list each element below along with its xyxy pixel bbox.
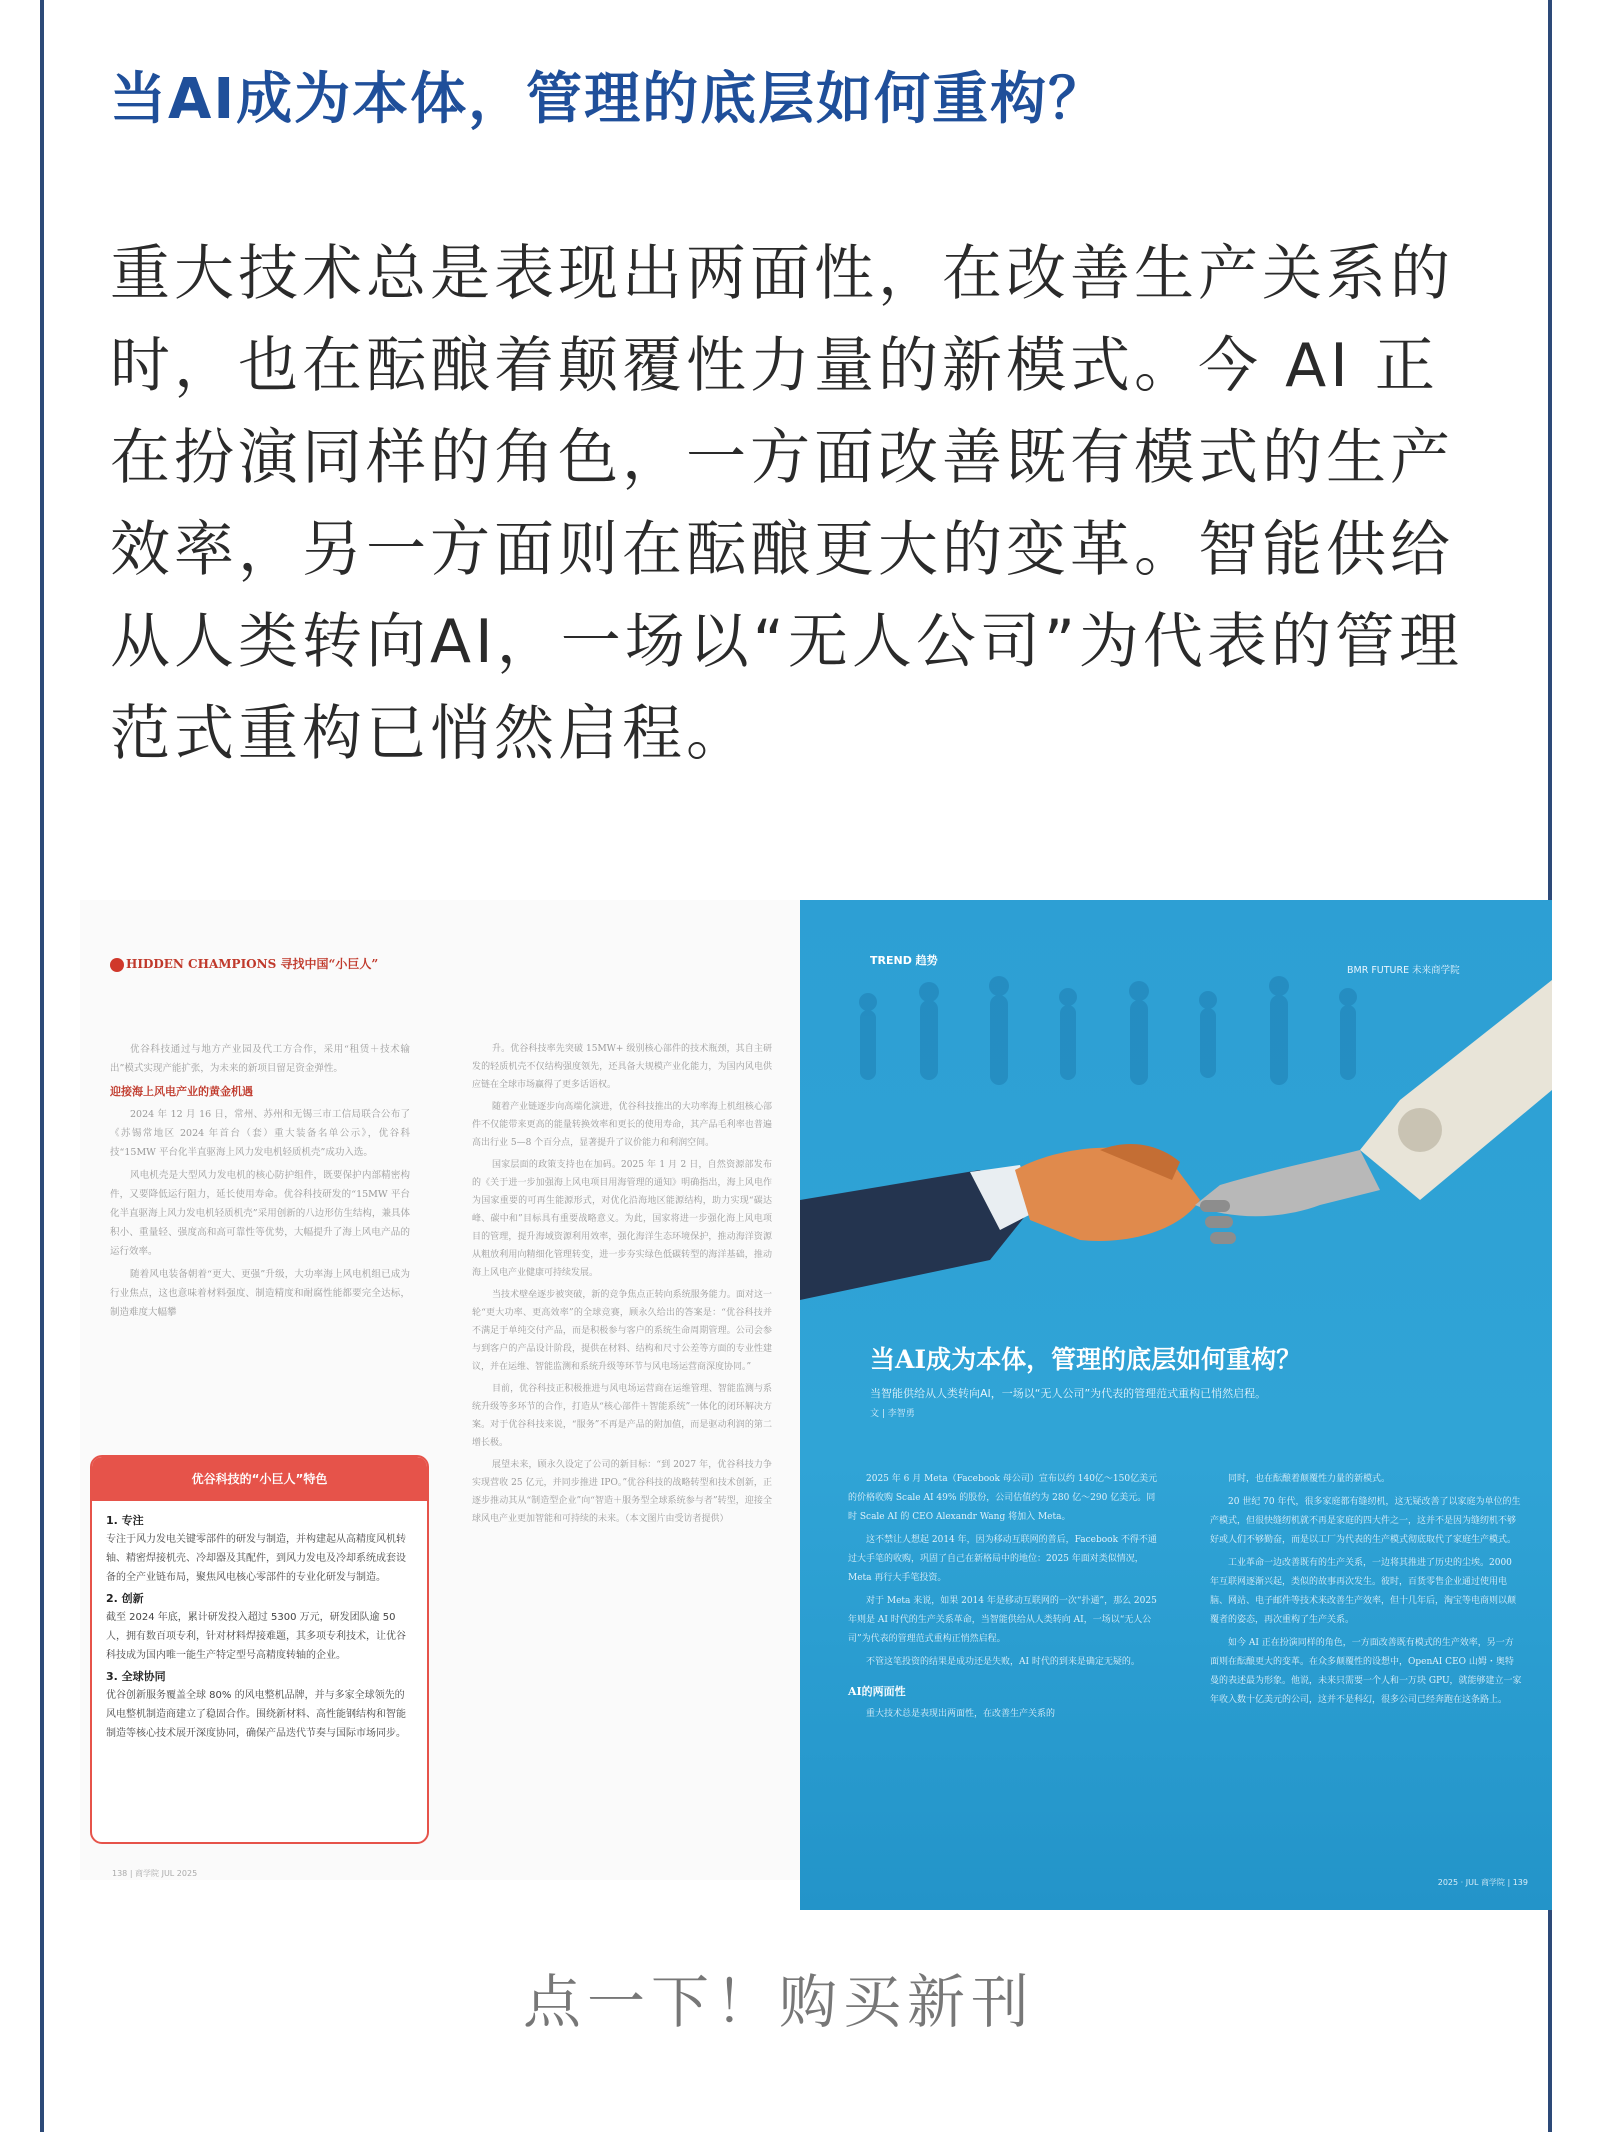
brand-text: HIDDEN CHAMPIONS 寻找中国“小巨人” (126, 957, 379, 971)
left-frame-line (40, 0, 44, 2132)
buy-link-label: 点一下！购买新刊 (523, 1968, 1036, 2036)
paragraph: 重大技术总是表现出两面性，在改善生产关系的 (866, 1709, 1056, 1719)
highlight-item-text: 专注于风力发电关键零部件的研发与制造，并构建起从高精度风机转轴、精密焊接机壳、冷却器及其配件，到风力发电及冷却系统成套设备的全产业链布局，聚焦风电核心零部件的专业化研发与制造。 (106, 1534, 406, 1583)
article-byline: 文 | 李智勇 (870, 1409, 915, 1419)
paragraph: 展望未来，顾永久设定了公司的新目标：“到 2027 年，优谷科技力争实现营收 25 亿元，并同步推进 IPO。”优谷科技的战略转型和技术创新，正逐步推动其从“制造型企业”向“智造＋服务型全球系统参与者”转型，迎接全球风电产业更加智能和可持续的未来。（本文图片由受访者提供） (472, 1460, 772, 1524)
article-column-1 (848, 1470, 1160, 1728)
highlight-item-title: 1. 专注 (106, 1514, 144, 1527)
magazine-brand-header (110, 955, 378, 972)
paragraph: 2024 年 12 月 16 日，常州、苏州和无锡三市工信局联合公布了《苏锡常地区 2024 年首台（套）重大装备名单公示》，优谷科技“15MW 平台化半直驱海上风力发电机轻质机壳”成功入选。 (110, 1109, 410, 1158)
magazine-page-right (800, 900, 1552, 1910)
paragraph: 这不禁让人想起 2014 年，因为移动互联网的普后，Facebook 不得不通过大手笔的收购，巩固了自己在新格局中的地位：2025 年面对类似情况，Meta 再行大手笔投资。 (848, 1535, 1157, 1583)
highlight-title: 优谷科技的“小巨人”特色 (92, 1457, 427, 1501)
paragraph: 20 世纪 70 年代，很多家庭都有缝纫机，这无疑改善了以家庭为单位的生产模式，但很快缝纫机就不再是家庭的四大件之一，这并不是因为缝纫机不够好或人们不够勤奋，而是以工厂为代表的生产模式彻底取代了家庭生产模式。 (1210, 1497, 1521, 1545)
paragraph: 工业革命一边改善既有的生产关系，一边将其推进了历史的尘埃。2000 年互联网逐渐兴起，类似的故事再次发生。彼时，百货零售企业通过使用电脑、网站、电子邮件等技术来改善生产效率，但十几年后，淘宝等电商则以颠覆者的姿态，再次重构了生产关系。 (1210, 1558, 1517, 1625)
paragraph: 优谷科技通过与地方产业园及代工方合作，采用“租赁＋技术输出”模式实现产能扩张，为未来的新项目留足资金弹性。 (110, 1044, 410, 1074)
paragraph: 同时，也在酝酿着颠覆性力量的新模式。 (1228, 1474, 1391, 1484)
article-subtitle: 当智能供给从人类转向AI，一场以“无人公司”为代表的管理范式重构已悄然启程。 (870, 1387, 1267, 1400)
highlight-item-title: 2. 创新 (106, 1592, 144, 1605)
article-title: 当AI成为本体，管理的底层如何重构？ (870, 1345, 1302, 1374)
paragraph: 随着产业链逐步向高端化演进，优谷科技推出的大功率海上机组核心部件不仅能带来更高的能量转换效率和更长的使用寿命，其产品毛利率也普遍高出行业 5—8 个百分点，显著提升了议价能力和利润空间。 (472, 1102, 772, 1148)
buy-new-issue-link[interactable] (505, 1955, 1035, 2039)
magazine-page-left (80, 900, 800, 1880)
paragraph: 随着风电装备朝着“更大、更强”升级，大功率海上风电机组已成为行业焦点，这也意味着材料强度、制造精度和耐腐性能都要完全达标，制造难度大幅攀 (110, 1269, 410, 1318)
paragraph: 目前，优谷科技正积极推进与风电场运营商在运维管理、智能监测与系统升级等多环节的合作，打造从“核心部件＋智能系统”一体化的闭环解决方案。对于优谷科技来说，“服务”不再是产品的附加值，而是驱动利润的第二增长极。 (472, 1384, 772, 1448)
brand-logo-icon (110, 958, 124, 972)
feature-highlight-box (90, 1455, 429, 1844)
highlight-item-text: 截至 2024 年底，累计研发投入超过 5300 万元，研发团队逾 50 人，拥有数百项专利，针对材料焊接难题，其多项专利技术，让优谷科技成为国内唯一能生产特定型号高精度转轴的企业。 (106, 1612, 406, 1661)
section-heading: AI的两面性 (848, 1685, 906, 1698)
trend-section-label: TREND 趋势 (870, 954, 938, 967)
intro-paragraph: 重大技术总是表现出两面性，在改善生产关系的时，也在酝酿着颠覆性力量的新模式。今 AI 正在扮演同样的角色，一方面改善既有模式的生产效率，另一方面则在酝酿更大的变革。智能供给从人类转向AI，一场以“无人公司”为代表的管理范式重构已悄然启程。 (110, 239, 1463, 769)
page-footer: 2025 · JUL 商学院 | 139 (1437, 1878, 1528, 1887)
paragraph: 升。优谷科技率先突破 15MW+ 级别核心部件的技术瓶颈，其自主研发的轻质机壳不仅结构强度领先，还具备大规模产业化能力，为国内风电供应链在全球市场赢得了更多话语权。 (472, 1044, 772, 1090)
paragraph: 当技术壁垒逐步被突破，新的竞争焦点正转向系统服务能力。面对这一轮“更大功率、更高效率”的全球竞赛，顾永久给出的答案是：“优谷科技并不满足于单纯交付产品，而是积极参与客户的系统生命周期管理。公司会参与到客户的产品设计阶段，提供在材料、结构和尺寸公差等方面的专业性建议，并在运维、智能监测和系统升级等环节与风电场运营商深度协同。” (472, 1290, 772, 1372)
highlight-body (92, 1501, 427, 1751)
paragraph: 不管这笔投资的结果是成功还是失败，AI 时代的到来是确定无疑的。 (866, 1657, 1140, 1667)
left-page-column-2 (472, 1040, 772, 1532)
article-column-2 (1210, 1470, 1522, 1714)
left-page-column-1 (110, 1040, 410, 1326)
paragraph: 风电机壳是大型风力发电机的核心防护组件，既要保护内部精密构件，又要降低运行阻力，延长使用寿命。优谷科技研发的“15MW 平台化半直驱海上风力发电机轻质机壳”采用创新的八边形仿生结构，兼具体积小、重量轻、强度高和高可靠性等优势，大幅提升了海上风电产品的运行效率。 (110, 1170, 410, 1257)
highlight-item-text: 优谷创新服务覆盖全球 80% 的风电整机品牌，并与多家全球领先的风电整机制造商建立了稳固合作。围绕新材料、高性能钢结构和智能制造等核心技术展开深度协同，确保产品迭代节奏与国际市场同步。 (106, 1690, 406, 1739)
bmr-future-label: BMR FUTURE 未来商学院 (1347, 965, 1460, 976)
section-heading: 迎接海上风电产业的黄金机遇 (110, 1085, 253, 1098)
paragraph: 如今 AI 正在扮演同样的角色，一方面改善既有模式的生产效率，另一方面则在酝酿更大的变革。在众多颠覆性的设想中，OpenAI CEO 山姆・奥特曼的表述最为形象。他说，未来只需要一个人和一万块 GPU，就能够建立一家年收入数十亿美元的公司，这并不是科幻，很多公司已经奔跑在这条路上。 (1210, 1638, 1522, 1705)
page-footer: 138 | 商学院 JUL 2025 (112, 1869, 198, 1878)
highlight-item-title: 3. 全球协同 (106, 1670, 166, 1683)
paragraph: 对于 Meta 来说，如果 2014 年是移动互联网的一次“扑通”，那么 2025 年则是 AI 时代的生产关系革命，当智能供给从人类转向 AI，一场以“无人公司”为代表的管理范式重构正悄然启程。 (848, 1596, 1157, 1644)
paragraph: 国家层面的政策支持也在加码。2025 年 1 月 2 日，自然资源部发布的《关于进一步加强海上风电项目用海管理的通知》明确指出，海上风电作为国家重要的可再生能源形式，对优化沿海地区能源结构，助力实现“碳达峰、碳中和”目标具有重要战略意义。为此，国家将进一步强化海上风电项目的管理，提升海域资源利用效率，强化海洋生态环境保护，推动海洋资源从粗放利用向精细化管理转变，进一步夯实绿色低碳转型的海洋基础，推动海上风电产业健康可持续发展。 (472, 1160, 772, 1278)
page-title: 当AI成为本体，管理的底层如何重构？ (110, 67, 1107, 132)
paragraph: 2025 年 6 月 Meta（Facebook 母公司）宣布以约 140亿～150亿美元的价格收购 Scale AI 49% 的股份，公司估值约为 280 亿～290 亿美元。同时 Scale AI 的 CEO Alexandr Wang 将加入 Meta。 (848, 1474, 1158, 1522)
